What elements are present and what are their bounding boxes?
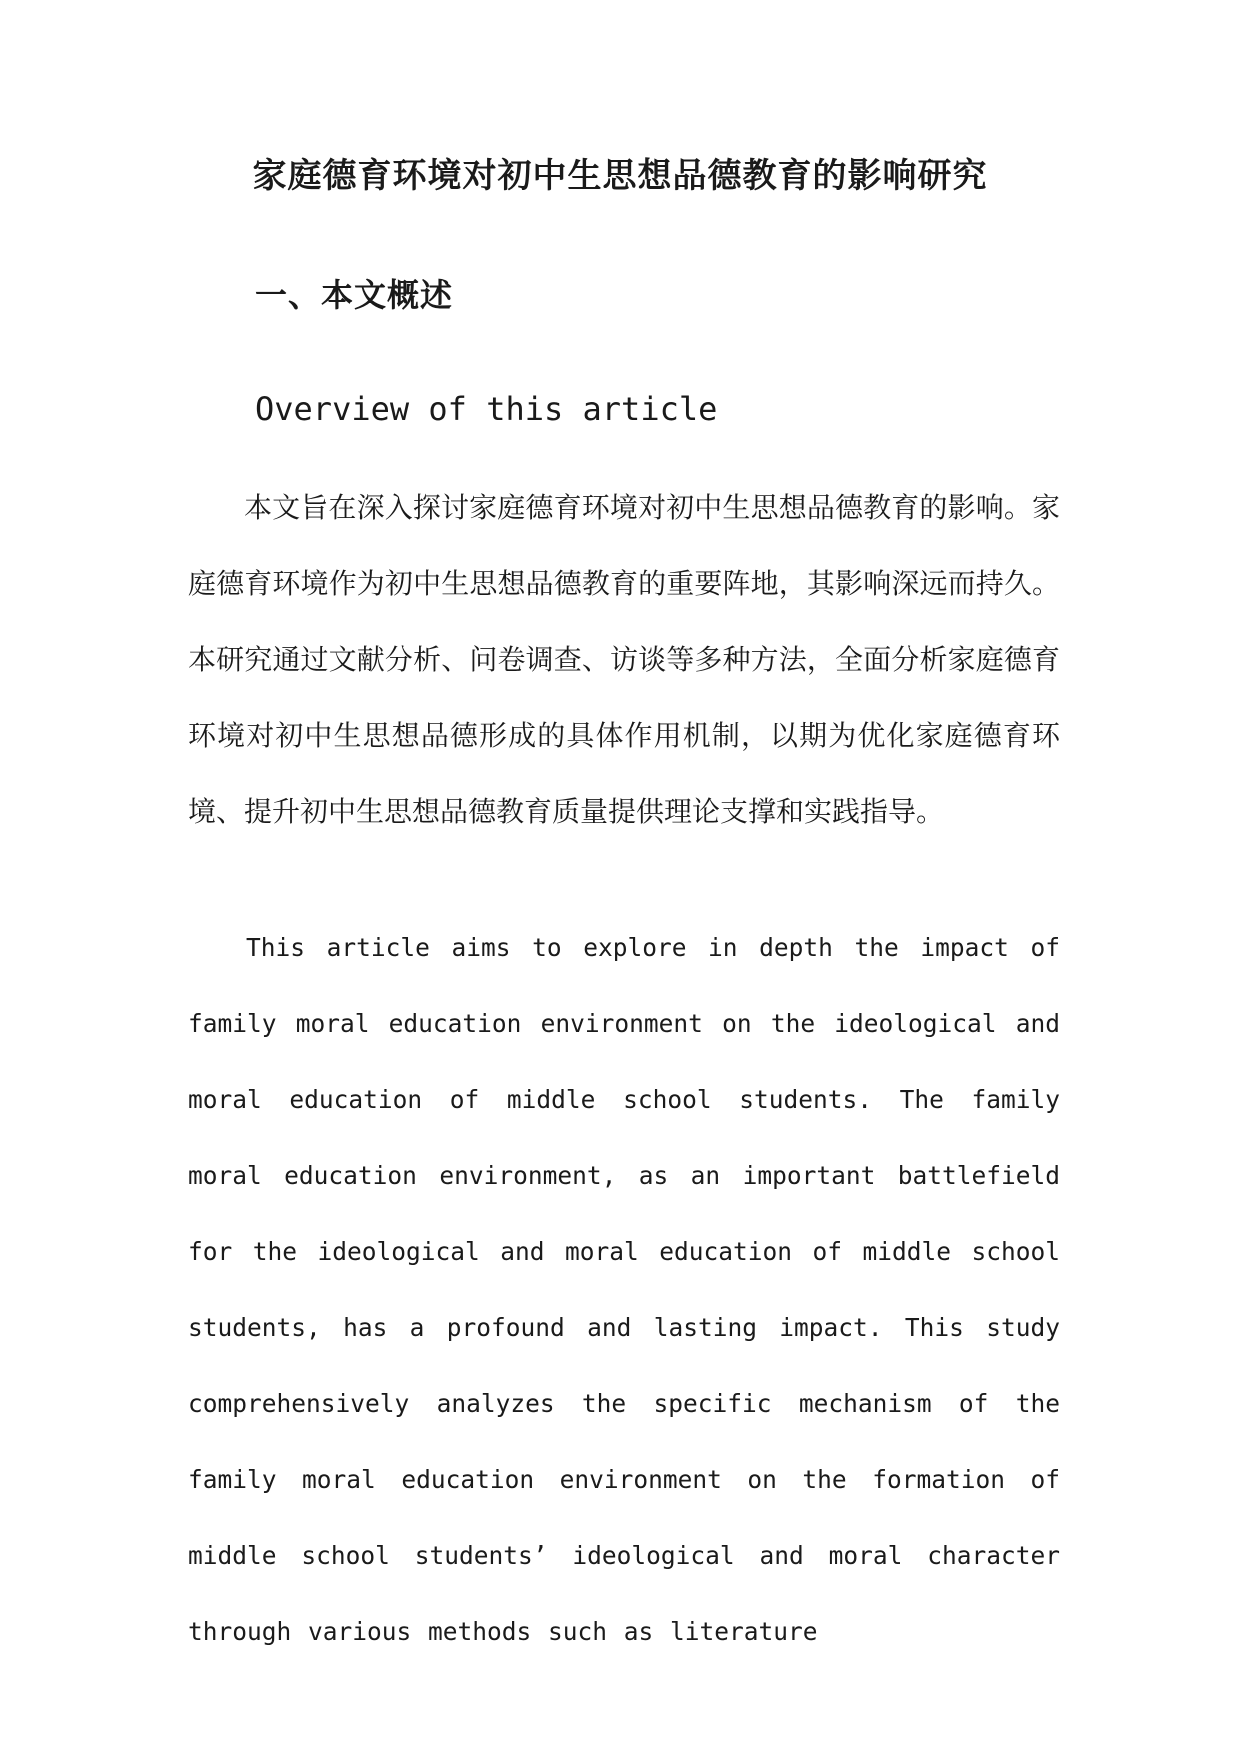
- paragraph-english: This article aims to explore in depth the impact of family moral education environment on the ideological and moral education of middle school students. The family moral education environment, as an important battlefield for the ideological and moral education of middle school students, has a profound and lasting impact. This study comprehensively analyzes the specific mechanism of the family moral education environment on the formation of middle school students’ ideological and moral character through various methods such as literature: [188, 933, 1060, 1646]
- section-heading: 一、本文概述: [255, 276, 454, 314]
- paragraph-chinese: 本文旨在深入探讨家庭德育环境对初中生思想品德教育的影响。家庭德育环境作为初中生思想品德教育的重要阵地，其影响深远而持久。本研究通过文献分析、问卷调查、访谈等多种方法，全面分析家庭德育环境对初中生思想品德形成的具体作用机制，以期为优化家庭德育环境、提升初中生思想品德教育质量提供理论支撑和实践指导。: [188, 491, 1060, 828]
- document-title: 家庭德育环境对初中生思想品德教育的影响研究: [252, 156, 988, 196]
- section-heading-english: Overview of this article: [255, 390, 718, 428]
